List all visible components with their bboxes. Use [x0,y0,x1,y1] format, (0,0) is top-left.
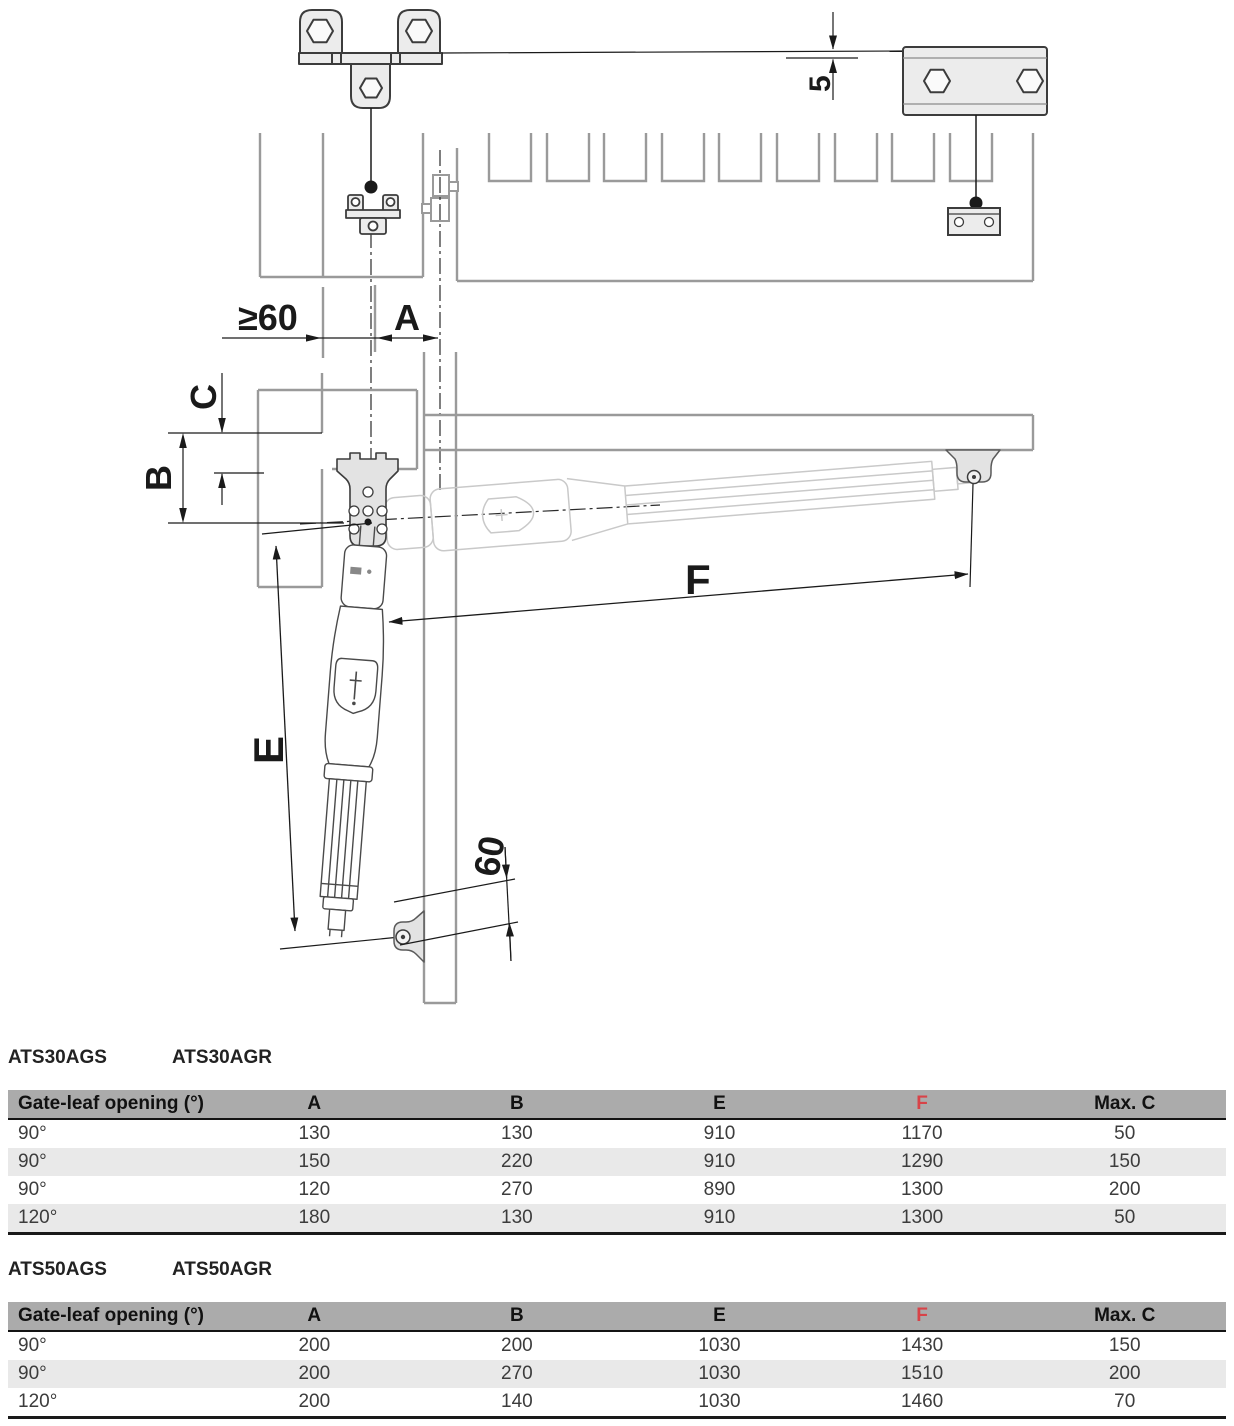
column-header-max-c: Max. C [1094,1305,1156,1326]
table-header-row [8,1302,1226,1332]
gate-bracket-open-position [394,911,424,962]
dimension-value-cell: 220 [501,1151,533,1172]
dimension-f-line [389,574,968,622]
dimension-value-cell: 70 [1114,1391,1136,1412]
dimension-value-cell: 1030 [698,1391,741,1412]
column-header-f: F [916,1305,928,1326]
column-header-gate-leaf-opening: Gate-leaf opening (°) [18,1093,204,1114]
dimension-arrows [179,418,226,523]
dim-label-f: F [685,556,711,603]
dimension-value-cell: 1170 [901,1123,943,1144]
table-row [8,1120,1226,1148]
dimension-value-cell: 1030 [698,1363,741,1384]
column-header-a: A [307,1305,322,1326]
dimension-value-cell: 200 [1108,1179,1141,1200]
dimension-value-cell: 910 [703,1207,736,1228]
dimension-value-cell: 130 [501,1207,533,1228]
column-header-gate-leaf-opening: Gate-leaf opening (°) [18,1305,204,1326]
dimension-value-cell: 120 [298,1179,331,1200]
gate-leaf-opening-cell: 90° [18,1179,47,1200]
gate-leaf-opening-cell: 90° [18,1123,47,1144]
dim-label-c: C [183,384,224,410]
column-header-f: F [916,1093,928,1114]
column-header-e: E [713,1093,726,1114]
dimension-value-cell: 50 [1114,1207,1136,1228]
gate-bracket-plate [903,47,1047,115]
operator-closed-position [384,446,980,555]
dimension-value-cell: 200 [298,1391,331,1412]
table-row [8,1176,1226,1204]
dimension-value-cell: 1300 [900,1207,944,1228]
dim-label-e: E [245,735,292,764]
gate-rail-side-view [424,415,1033,450]
leader-dot [365,181,378,194]
dimension-value-cell: 180 [298,1207,331,1228]
model-name-ats50ags: ATS50AGS [8,1259,107,1280]
table-section-ats30 [8,1047,1226,1235]
dim-label-min-distance: ≥60 [238,297,298,338]
dim-label-60: 60 [465,832,513,880]
dim-label-5: 5 [804,75,837,92]
dimension-value-cell: 270 [501,1363,533,1384]
dimension-value-cell: 150 [298,1151,331,1172]
column-header-max-c: Max. C [1094,1093,1156,1114]
dim-label-a: A [394,297,420,338]
post-bracket-top-view [346,195,400,234]
model-name-ats30agr: ATS30AGR [172,1047,272,1068]
model-name-ats50agr: ATS50AGR [172,1259,272,1280]
dimension-value-cell: 1290 [900,1151,944,1172]
table-header-row [8,1090,1226,1120]
gate-leaf-opening-cell: 90° [18,1335,47,1356]
gate-plate-top-view [948,208,1000,235]
dimension-value-cell: 200 [1108,1363,1141,1384]
dimension-value-cell: 1460 [900,1391,944,1412]
dimension-value-cell: 890 [703,1179,736,1200]
table-row [8,1204,1226,1232]
dimension-value-cell: 910 [703,1151,736,1172]
dimension-value-cell: 910 [703,1123,736,1144]
table-heading [8,1047,1226,1067]
dimension-value-cell: 130 [501,1123,533,1144]
dimension-value-cell: 200 [501,1335,533,1356]
dimension-value-cell: 1510 [900,1363,944,1384]
dimension-value-cell: 200 [298,1363,331,1384]
dimension-value-cell: 200 [298,1335,331,1356]
dimension-value-cell: 1030 [698,1335,741,1356]
column-header-a: A [307,1093,322,1114]
model-name-ats30ags: ATS30AGS [8,1047,107,1068]
table-row [8,1332,1226,1360]
gate-bracket-side-view [946,450,1000,587]
post-bracket-front-view [299,10,442,108]
dimension-value-cell: 130 [298,1123,331,1144]
table-row [8,1148,1226,1176]
dimension-value-cell: 1300 [900,1179,944,1200]
column-header-e: E [713,1305,726,1326]
table-row [8,1388,1226,1416]
dimension-value-cell: 150 [1108,1151,1141,1172]
gate-leaf-opening-cell: 90° [18,1151,47,1172]
gate-leaf-opening-cell: 90° [18,1363,47,1384]
table-heading [8,1259,1226,1279]
table-row [8,1360,1226,1388]
dimension-value-cell: 50 [1114,1123,1136,1144]
gate-leaf-opening-cell: 120° [18,1207,58,1228]
dimension-value-cell: 140 [501,1391,533,1412]
table-section-ats50 [8,1259,1226,1419]
column-header-b: B [510,1305,524,1326]
gate-leaf-opening-cell: 120° [18,1391,58,1412]
post-side-view [258,373,417,587]
dim-label-b: B [138,465,179,491]
gate-leaf-top-view [422,133,1033,281]
column-header-b: B [510,1093,524,1114]
dimension-value-cell: 150 [1108,1335,1141,1356]
dimension-table-ats50 [8,1302,1226,1419]
dimension-table-ats30 [8,1090,1226,1235]
dimension-value-cell: 270 [501,1179,533,1200]
dimension-value-cell: 1430 [900,1335,944,1356]
